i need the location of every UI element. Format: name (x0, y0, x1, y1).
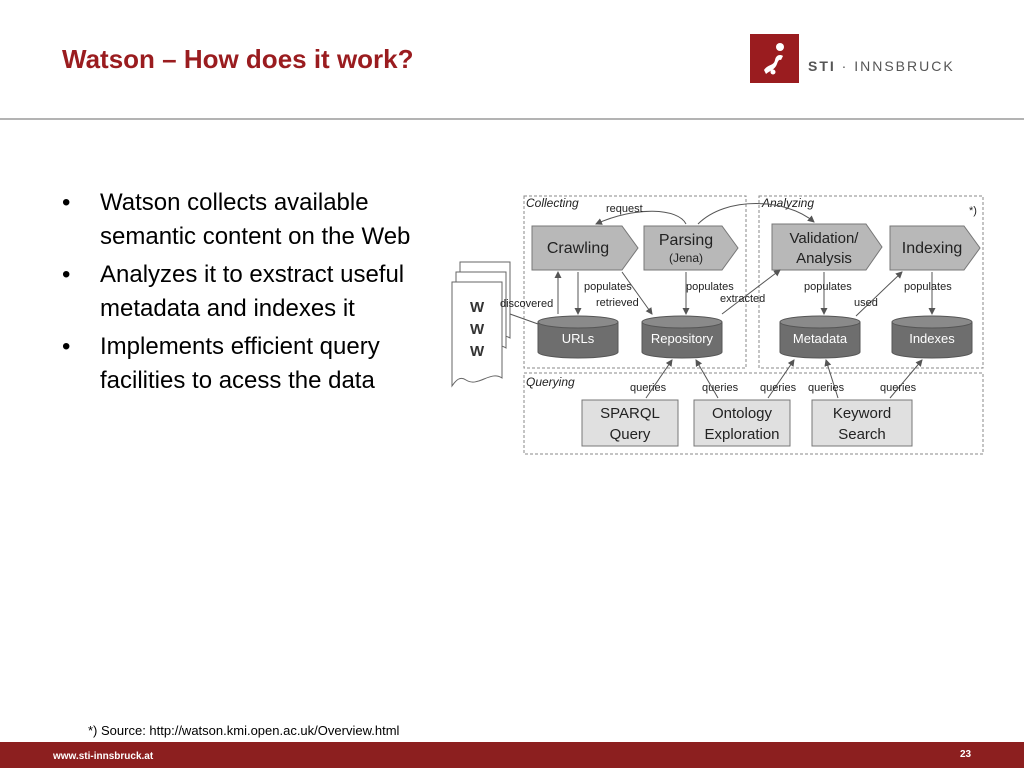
logo-mark (750, 34, 799, 83)
queries-label: queries (880, 382, 917, 394)
populates-label: populates (804, 281, 852, 293)
populates-label: populates (584, 281, 632, 293)
parsing-label: Parsing (658, 232, 714, 249)
querying-label: Querying (526, 375, 575, 389)
sparql-label-line2: Query (609, 426, 651, 443)
repository-label: Repository (650, 331, 714, 346)
logo-brand: STI (808, 58, 836, 74)
analyzing-label: Analyzing (762, 196, 815, 210)
populates-label: populates (686, 281, 734, 293)
logo-wordmark (808, 58, 955, 74)
crawling-label: Crawling (546, 240, 610, 257)
extracted-label: extracted (720, 293, 766, 305)
footer-url[interactable]: www.sti-innsbruck.at (53, 751, 154, 762)
used-label: used (854, 297, 878, 309)
www-letter: W (470, 321, 485, 338)
discovered-label: discovered (500, 298, 554, 310)
www-letter: W (470, 343, 485, 360)
parsing-sublabel: (Jena) (668, 251, 704, 265)
page-number: 23 (960, 749, 972, 760)
metadata-label: Metadata (792, 331, 848, 346)
watson-architecture-diagram (446, 190, 991, 460)
metadata-used-edge (856, 272, 902, 316)
retrieved-label: retrieved (596, 297, 639, 309)
sti-logo-icon (750, 34, 799, 83)
sparql-label-line1: SPARQL (600, 405, 660, 422)
urls-label: URLs (561, 331, 595, 346)
bullet-item: • Watson collects available semantic content on the Web (62, 186, 432, 254)
collecting-label: Collecting (526, 196, 579, 210)
header-divider (0, 118, 1024, 120)
source-mark: *) (969, 205, 977, 217)
bullet-list (62, 186, 432, 402)
ontology-label-line2: Exploration (704, 426, 780, 443)
validation-label-line1: Validation/ (789, 230, 859, 247)
validation-label-line2: Analysis (796, 250, 852, 267)
indexing-label: Indexing (901, 240, 963, 257)
request-label: request (606, 203, 643, 215)
footer-bar (0, 742, 1024, 768)
keyword-label-line2: Search (838, 426, 886, 443)
bullet-item: • Analyzes it to exstract useful metadata and indexes it (62, 258, 432, 326)
logo-separator: · (835, 58, 855, 74)
bullet-item: • Implements efficient query facilities to acess the data (62, 330, 432, 398)
queries-label: queries (760, 382, 797, 394)
keyword-label-line1: Keyword (832, 405, 892, 422)
www-letter: W (470, 299, 485, 316)
indexes-label: Indexes (909, 331, 955, 346)
queries-label: queries (808, 382, 845, 394)
source-footnote: *) Source: http://watson.kmi.open.ac.uk/Overview.html (88, 723, 400, 738)
queries-label: queries (630, 382, 667, 394)
slide-title: Watson – How does it work? (62, 44, 414, 74)
logo-name: INNSBRUCK (854, 58, 955, 74)
queries-label: queries (702, 382, 739, 394)
ontology-label-line1: Ontology (711, 405, 773, 422)
populates-label: populates (904, 281, 952, 293)
